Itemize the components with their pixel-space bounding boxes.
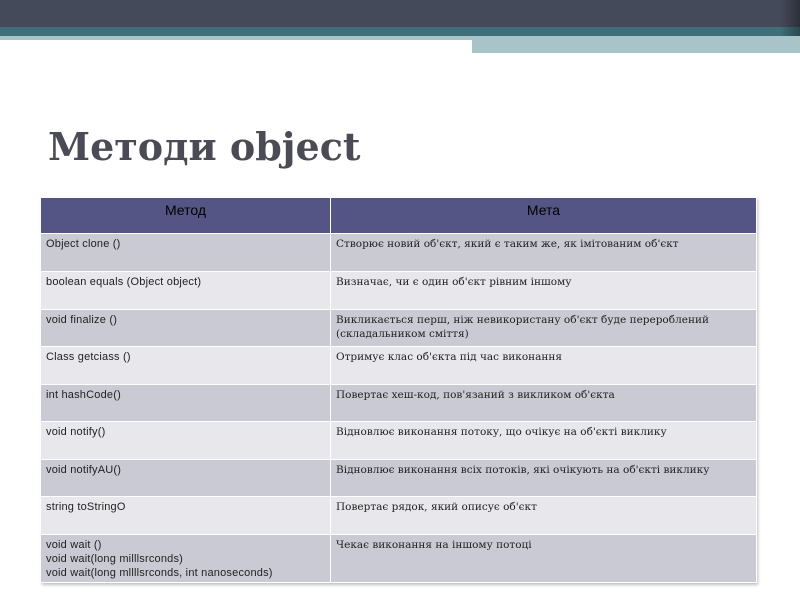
method-cell xyxy=(41,460,331,497)
table-row xyxy=(41,497,757,535)
methods-table-wrapper xyxy=(40,197,756,583)
purpose-cell: Повертає рядок, який описує об'єкт xyxy=(331,497,757,535)
purpose-cell: Відновлює виконання всіх потоків, які очікують на об'єкті виклику xyxy=(331,460,757,497)
method-cell xyxy=(41,272,331,310)
header-band-shadow xyxy=(780,0,800,36)
method-text: void notifyAU() xyxy=(46,464,122,476)
column-header-purpose: Мета xyxy=(331,198,757,234)
table-row xyxy=(41,385,757,422)
purpose-cell: Викликається перш, ніж невикористану об'єкт буде перероблений (складальником сміття) xyxy=(331,310,757,347)
slide-title: Методи object xyxy=(48,124,361,169)
table-row xyxy=(41,310,757,347)
method-cell xyxy=(41,310,331,347)
table-row xyxy=(41,347,757,385)
table-row xyxy=(41,234,757,272)
header-band-teal xyxy=(0,27,800,36)
method-cell xyxy=(41,347,331,385)
method-text: void finalize () xyxy=(46,314,118,326)
method-text: void wait(long mllllsrconds, int nanoseconds) xyxy=(46,567,273,579)
method-text: int hashCode() xyxy=(46,389,121,401)
table-row xyxy=(41,422,757,460)
table-header-row xyxy=(41,198,757,234)
method-text: boolean equals (Object object) xyxy=(46,276,202,288)
purpose-cell: Визначає, чи є один об'єкт рівним іншому xyxy=(331,272,757,310)
method-cell xyxy=(41,535,331,583)
header-band-light-right xyxy=(472,36,800,53)
purpose-cell: Створює новий об'єкт, який є таким же, як імітованим об'єкт xyxy=(331,234,757,272)
table-row xyxy=(41,272,757,310)
method-cell xyxy=(41,422,331,460)
method-text: string toStringO xyxy=(46,501,126,513)
header-band-dark xyxy=(0,0,800,27)
purpose-cell: Чекає виконання на іншому потоці xyxy=(331,535,757,583)
method-cell xyxy=(41,497,331,535)
column-header-method: Метод xyxy=(41,198,331,234)
header-band-light-left xyxy=(0,36,472,40)
table-row xyxy=(41,535,757,583)
purpose-cell: Відновлює виконання потоку, що очікує на об'єкті виклику xyxy=(331,422,757,460)
method-text: Object clone () xyxy=(46,238,121,250)
methods-table xyxy=(40,197,757,583)
method-text: void wait () xyxy=(46,539,102,551)
purpose-cell: Повертає хеш-код, пов'язаний з викликом об'єкта xyxy=(331,385,757,422)
table-row xyxy=(41,460,757,497)
method-text: void notify() xyxy=(46,426,106,438)
purpose-cell: Отримує клас об'єкта під час виконання xyxy=(331,347,757,385)
method-text: void wait(long milllsrconds) xyxy=(46,553,184,565)
method-cell xyxy=(41,385,331,422)
method-cell xyxy=(41,234,331,272)
method-text: Class getciass () xyxy=(46,351,131,363)
